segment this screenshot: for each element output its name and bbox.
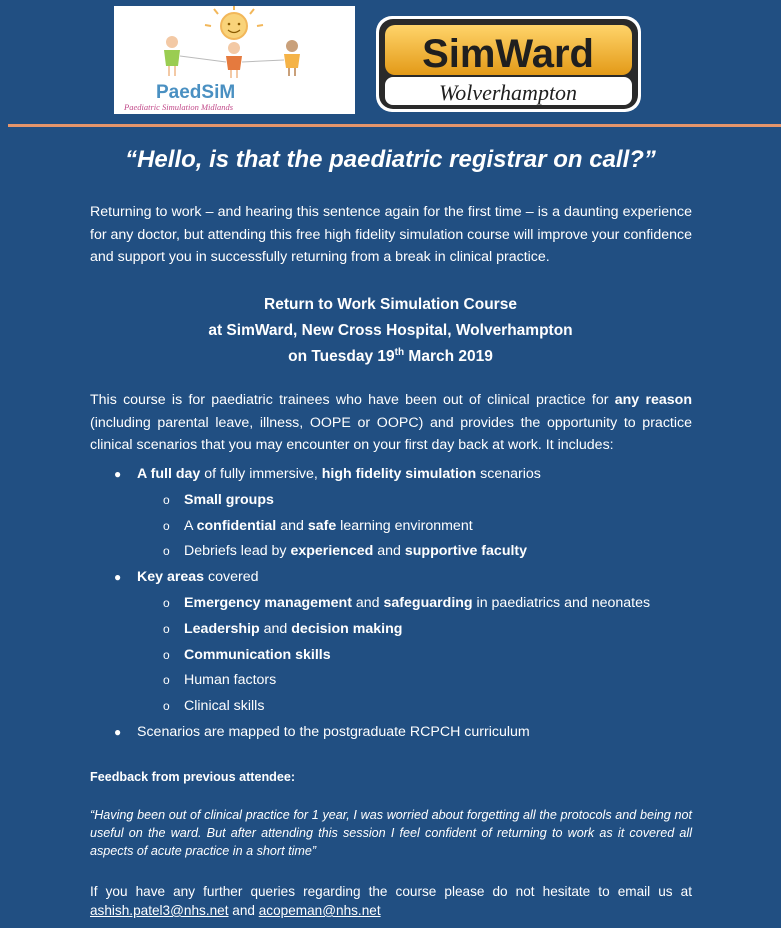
paedsim-name: PaedSiM xyxy=(156,82,236,103)
contact-paragraph: If you have any further queries regarding the course please do not hesitate to email us at ashish.patel3@nhs.net and acopeman@nhs.net xyxy=(90,884,692,918)
course-details xyxy=(0,292,781,370)
simward-logo xyxy=(376,16,641,112)
list-item: o Communication skills xyxy=(90,643,710,669)
list-item: o Clinical skills xyxy=(90,694,710,720)
circle-outline-icon: o xyxy=(163,699,170,714)
circle-outline-icon: o xyxy=(163,673,170,688)
intro-paragraph: Returning to work – and hearing this sentence again for the first time – is a daunting experience for any doctor, but attending this free high fidelity simulation course will improve your confidence and support you in successfully returning from a break in clinical practice. xyxy=(90,204,692,265)
circle-outline-icon: o xyxy=(163,544,170,559)
list-item: o A confidential and safe learning environment xyxy=(90,514,710,540)
list-item: o Emergency management and safeguarding in paediatrics and neonates xyxy=(90,591,710,617)
circle-outline-icon: o xyxy=(163,595,170,610)
paedsim-logo xyxy=(114,6,355,114)
bullet-dot-icon: ● xyxy=(114,467,122,481)
list-item: o Debriefs lead by experienced and supportive faculty xyxy=(90,539,710,565)
bullet-dot-icon: ● xyxy=(114,724,122,739)
page-title: “Hello, is that the paediatric registrar on call?” xyxy=(125,146,656,173)
list-item: o Leadership and decision making xyxy=(90,617,710,643)
list-item: ● A full day of fully immersive, high fidelity simulation scenarios xyxy=(90,462,710,488)
list-item: ● Key areas covered xyxy=(90,565,710,591)
email-link-acopeman[interactable]: acopeman@nhs.net xyxy=(258,903,381,918)
simward-name: SimWard xyxy=(422,32,594,76)
course-venue: at SimWard, New Cross Hospital, Wolverhampton xyxy=(208,322,573,339)
children-icon xyxy=(164,36,300,78)
course-date: on Tuesday 19th March 2019 xyxy=(288,346,493,365)
circle-outline-icon: o xyxy=(163,621,170,636)
feedback-heading: Feedback from previous attendee: xyxy=(90,770,296,784)
list-item: o Human factors xyxy=(90,668,710,694)
course-features-list xyxy=(90,462,710,746)
list-item: o Small groups xyxy=(90,488,710,514)
circle-outline-icon: o xyxy=(163,647,170,662)
circle-outline-icon: o xyxy=(163,518,170,533)
list-item: ● Scenarios are mapped to the postgraduate RCPCH curriculum xyxy=(90,720,710,746)
divider-rule xyxy=(8,124,781,127)
course-description: This course is for paediatric trainees who have been out of clinical practice for any reason (including parental leave, illness, OOPE or OOPC) and provides the opportunity to practice clinical scenarios that you may encounter on your first day back at work. It includes: xyxy=(90,392,692,453)
feedback-quote: “Having been out of clinical practice for 1 year, I was worried about forgetting all the protocols and being not useful on the ward. But after attending this session I feel confident of returning to work as it covered all aspects of acute practice in a short time” xyxy=(90,808,692,859)
paedsim-tagline: Paediatric Simulation Midlands xyxy=(124,102,234,112)
sun-icon xyxy=(205,6,263,39)
circle-outline-icon: o xyxy=(163,492,170,507)
bullet-dot-icon: ● xyxy=(114,570,122,585)
simward-place: Wolverhampton xyxy=(438,80,578,105)
email-link-ashish[interactable]: ashish.patel3@nhs.net xyxy=(90,903,229,918)
course-title: Return to Work Simulation Course xyxy=(264,296,517,313)
